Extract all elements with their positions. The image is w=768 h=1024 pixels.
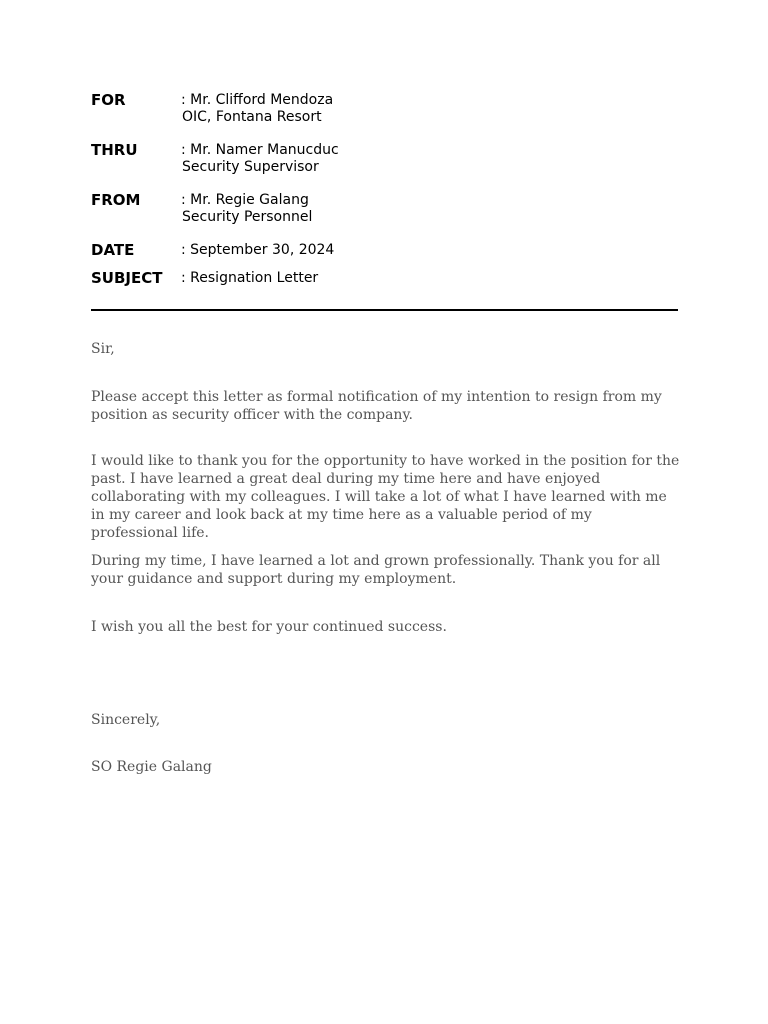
for-value — [181, 92, 333, 126]
header-divider — [91, 309, 678, 311]
from-name: : Mr. Regie Galang — [181, 192, 309, 208]
for-name: : Mr. Clifford Mendoza — [181, 92, 334, 108]
header-row-subject — [91, 270, 681, 287]
header-row-date — [91, 242, 681, 259]
paragraph-2: I would like to thank you for the opportunity to have worked in the position for the past. I have learned a great deal during my time here and have enjoyed collaborating with my colleagues. I will take a lot of what I have learned with me in my career and look back at my time here as a valuable period of my professional life. — [91, 453, 680, 541]
thru-name: : Mr. Namer Manucduc — [181, 142, 339, 158]
from-value — [181, 192, 312, 226]
paragraph-4: I wish you all the best for your continued success. — [91, 619, 447, 635]
memo-header — [91, 92, 681, 287]
paragraph-3: During my time, I have learned a lot and grown professionally. Thank you for all your guidance and support during my employment. — [91, 553, 661, 587]
subject-label: SUBJECT — [91, 269, 163, 287]
closing: Sincerely, — [91, 712, 161, 728]
from-position: Security Personnel — [182, 209, 313, 225]
header-row-thru — [91, 142, 681, 176]
date-value: : September 30, 2024 — [181, 242, 335, 258]
subject-value: : Resignation Letter — [181, 270, 319, 286]
header-row-from — [91, 192, 681, 226]
thru-label: THRU — [91, 141, 138, 159]
header-row-for — [91, 92, 681, 126]
thru-position: Security Supervisor — [182, 159, 319, 175]
paragraph-1: Please accept this letter as formal notification of my intention to resign from my position as security officer with the company. — [91, 389, 662, 423]
thru-value — [181, 142, 339, 176]
from-label: FROM — [91, 191, 141, 209]
date-label: DATE — [91, 241, 135, 259]
for-position: OIC, Fontana Resort — [182, 109, 322, 125]
for-label: FOR — [91, 91, 126, 109]
salutation: Sir, — [91, 341, 115, 357]
signature: SO Regie Galang — [91, 759, 212, 775]
